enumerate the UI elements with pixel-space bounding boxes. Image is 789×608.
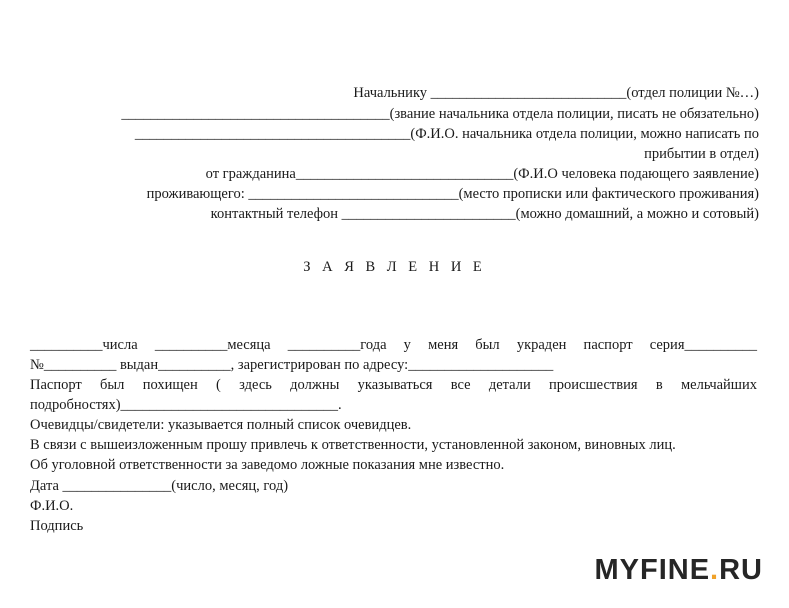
body-line-request: В связи с вышеизложенным прошу привлечь к ответственности, установленной законом, виновных лиц. <box>30 437 676 453</box>
body-line-witnesses: Очевидцы/свидетели: указывается полный список очевидцев. <box>30 417 412 433</box>
body-line-issued: №__________ выдан__________, зарегистрирован по адресу:____________________ <box>30 357 554 373</box>
body-line-date-passport: __________числа __________месяца __________года у меня был украден паспорт серия__________ <box>30 337 757 353</box>
header-line-rank: _____________________________________(звание начальника отдела полиции, писать не обязательно) <box>121 106 759 122</box>
header-line-chief-name: ______________________________________(Ф.И.О. начальника отдела полиции, можно написать по <box>134 126 759 142</box>
header-line-phone: контактный телефон ________________________(можно домашний, а можно и сотовый) <box>210 206 759 222</box>
body-line-stolen: Паспорт был похищен ( здесь должны указываться все детали происшествия в мельчайших <box>30 377 757 393</box>
header-line-residence: проживающего: _____________________________(место прописки или фактического проживания) <box>146 186 759 202</box>
body-line-fullname: Ф.И.О. <box>30 498 74 514</box>
body-line-details: подробностях)______________________________. <box>30 397 342 413</box>
document-title: З А Я В Л Е Н И Е <box>303 259 486 275</box>
watermark-dot: . <box>710 554 720 586</box>
header-line-chief: Начальнику ___________________________(отдел полиции №…) <box>353 85 759 101</box>
header-line-from: от гражданина______________________________(Ф.И.О человека подающего заявление) <box>205 166 759 182</box>
body-line-signature: Подпись <box>30 518 84 534</box>
header-line-chief-name-cont: прибытии в отдел) <box>644 146 759 162</box>
watermark-logo <box>594 554 763 587</box>
watermark-part2: RU <box>719 554 763 586</box>
body-line-date: Дата _______________(число, месяц, год) <box>30 478 289 494</box>
watermark-part1: MYFINE <box>594 554 711 586</box>
body-line-liability: Об уголовной ответственности за заведомо ложные показания мне известно. <box>30 457 505 473</box>
